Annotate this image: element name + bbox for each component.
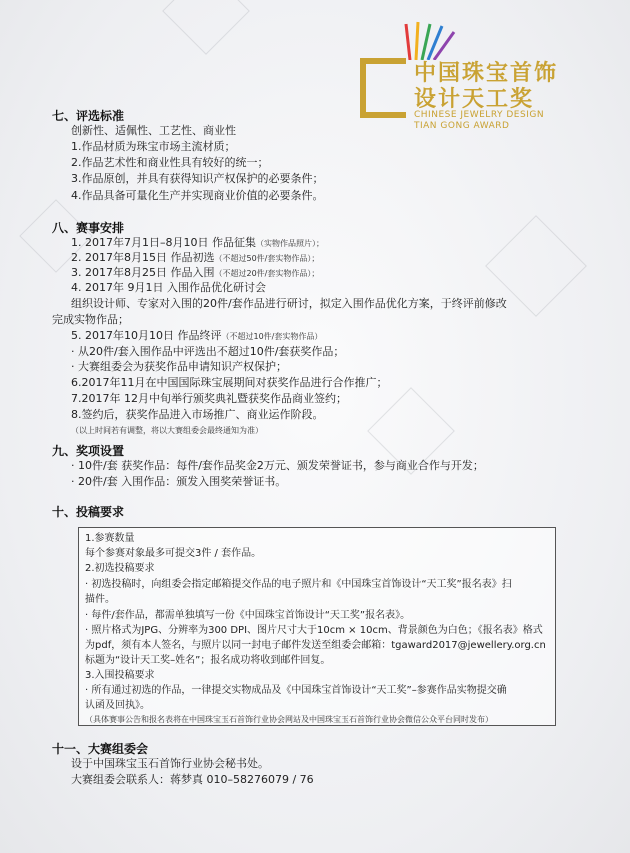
logo-english-line1: CHINESE JEWELRY DESIGN [414, 110, 545, 120]
schedule-line: 4. 2017年 9月1日 入围作品优化研讨会 [71, 281, 266, 294]
award-line: · 20件/套 入围作品：颁发入围奖荣誉证书。 [71, 475, 287, 488]
box-note: （具体赛事公告和报名表将在中国珠宝玉石首饰行业协会网站及中国珠宝玉石首饰行业协会微信公众平台同时发布） [85, 715, 493, 724]
box-line: 2.初选投稿要求 [85, 563, 155, 574]
schedule-line: 组织设计师、专家对入围的20件/套作品进行研讨，拟定入围作品优化方案，于终评前修改 [71, 297, 507, 310]
box-line: · 所有通过初选的作品，一律提交实物成品及《中国珠宝首饰设计“天工奖”–参赛作品实物提交确 [85, 685, 507, 696]
box-line: 3.入围投稿要求 [85, 670, 155, 681]
box-line: 认函及回执》。 [85, 700, 150, 711]
box-line: 每个参赛对象最多可提交3件 / 套作品。 [85, 548, 262, 559]
schedule-line: 完成实物作品； [52, 313, 129, 326]
tiangong-award-logo [360, 20, 620, 130]
section-7-line: 4.作品具备可量化生产并实现商业价值的必要条件。 [71, 189, 324, 202]
committee-line: 设于中国珠宝玉石首饰行业协会秘书处。 [71, 757, 269, 770]
logo-english-line2: TIAN GONG AWARD [414, 121, 510, 131]
box-line: 描件。 [85, 594, 115, 605]
box-line: 标题为“设计天工奖–姓名”；报名成功将收到邮件回复。 [85, 655, 331, 666]
logo-title-line1: 中国珠宝首饰 [414, 61, 559, 86]
section-7-line: 创新性、适佩性、工艺性、商业性 [71, 124, 236, 137]
box-line: 1.参赛数量 [85, 533, 135, 544]
award-line: · 10件/套 获奖作品：每件/套作品奖金2万元、颁发荣誉证书，参与商业合作与开发； [71, 459, 484, 472]
section-11-title: 十一、大赛组委会 [52, 742, 149, 756]
schedule-line: · 从20件/套入围作品中评选出不超过10件/套获奖作品； [71, 345, 345, 358]
box-line: · 照片格式为JPG、分辨率为300 DPI、图片尺寸大于10cm × 10cm、背景颜色为白色；《报名表》格式 [85, 625, 543, 636]
section-10-title: 十、投稿要求 [52, 505, 125, 519]
schedule-line: · 大赛组委会为获奖作品申请知识产权保护； [71, 360, 287, 373]
section-7-line: 3.作品原创，并具有获得知识产权保护的必要条件； [71, 172, 324, 185]
box-line: · 每件/套作品，都需单独填写一份《中国珠宝首饰设计“天工奖”报名表》。 [85, 610, 411, 621]
committee-contact: 大赛组委会联系人：蒋梦真 010–58276079 / 76 [71, 773, 314, 786]
schedule-line: 2. 2017年8月15日 作品初选（不超过50件/套实物作品）； [71, 251, 320, 264]
schedule-line: 3. 2017年8月25日 作品入围（不超过20件/套实物作品）； [71, 266, 320, 279]
gem-outline-decoration [162, 0, 250, 55]
schedule-note: （以上时间若有调整，将以大赛组委会最终通知为准） [71, 426, 263, 435]
section-7-line: 1.作品材质为珠宝市场主流材质； [71, 140, 236, 153]
submission-requirements-box [78, 527, 556, 726]
logo-frame-shape [360, 58, 406, 118]
colored-pens-icon [400, 20, 460, 60]
schedule-line: 7.2017年 12月中旬举行颁奖典礼暨获奖作品商业签约； [71, 392, 347, 405]
logo-title-line2: 设计天工奖 [414, 87, 535, 112]
schedule-line: 5. 2017年10月10日 作品终评（不超过10件/套实物作品） [71, 329, 323, 342]
section-9-title: 九、奖项设置 [52, 444, 125, 458]
box-line: 为pdf，须有本人签名，与照片以同一封电子邮件发送至组委会邮箱：tgaward2017@jewellery.org.cn [85, 640, 546, 651]
section-7-title: 七、评选标准 [52, 109, 125, 123]
section-7-line: 2.作品艺术性和商业性具有较好的统一； [71, 156, 269, 169]
section-8-title: 八、赛事安排 [52, 221, 125, 235]
box-line: · 初选投稿时，向组委会指定邮箱提交作品的电子照片和《中国珠宝首饰设计“天工奖”报名表》扫 [85, 579, 512, 590]
schedule-line: 8.签约后，获奖作品进入市场推广、商业运作阶段。 [71, 408, 324, 421]
schedule-line: 1. 2017年7月1日–8月10日 作品征集（实物作品照片）； [71, 236, 324, 249]
schedule-line: 6.2017年11月在中国国际珠宝展期间对获奖作品进行合作推广； [71, 376, 388, 389]
